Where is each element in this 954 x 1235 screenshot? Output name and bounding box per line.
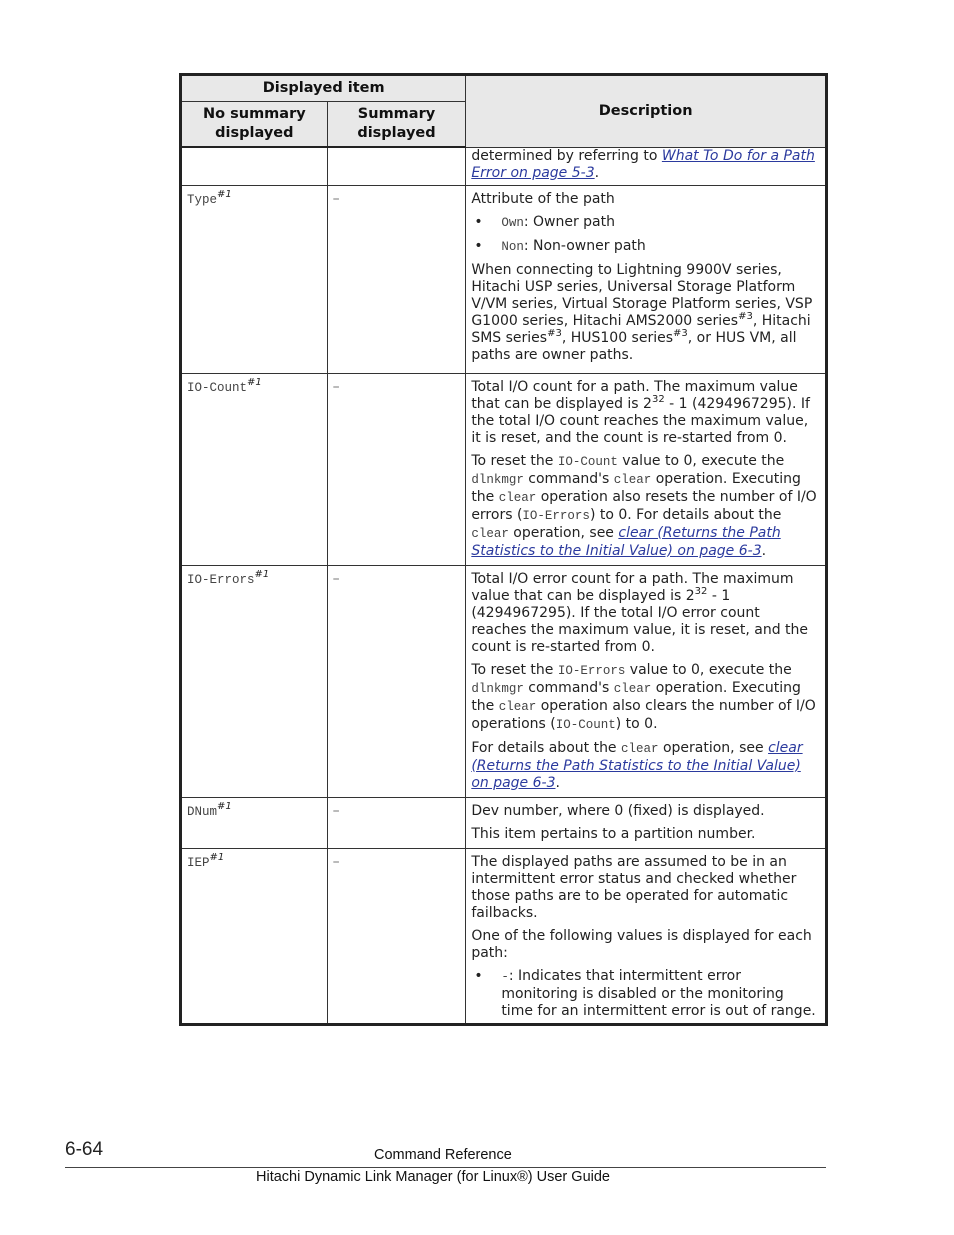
summary-value: –	[327, 565, 466, 797]
text-part: operation, see	[508, 524, 619, 541]
footer-divider	[65, 1167, 826, 1168]
text-part: .	[761, 542, 767, 559]
text-part: , Hitachi SMS series	[471, 312, 811, 346]
cell-empty	[181, 147, 328, 185]
text-part: value to 0, execute the	[625, 661, 792, 678]
table-row	[181, 185, 827, 373]
code-value: -	[501, 969, 509, 984]
period: .	[594, 164, 600, 181]
text-part: ) to 0. For details about the	[589, 506, 782, 523]
description-text	[471, 662, 819, 734]
text-part: Total I/O count for a path. The maximum value that can be displayed is 2	[471, 378, 798, 412]
item-name: IEP	[187, 855, 210, 870]
cell-description	[466, 147, 827, 185]
table-row	[181, 848, 827, 1024]
text-part: When connecting to Lightning 9900V series, Hitachi USP series, Universal Storage Platform V/VM series, Virtual Storage Platform series, VSP G1000 series, Hitachi AMS2000 series	[471, 261, 813, 329]
header-no-summary: No summary displayed	[181, 102, 328, 148]
text-part: , or HUS VM, all paths are owner paths.	[471, 329, 797, 363]
footnote-ref: #3	[547, 327, 562, 339]
description-text: This item pertains to a partition number.	[471, 825, 756, 842]
code-value: clear	[621, 741, 659, 756]
item-name: Type	[187, 192, 218, 207]
text-part: command's	[523, 470, 614, 487]
bullet-list	[471, 214, 819, 256]
description-text	[471, 740, 819, 792]
text-part: operation also clears the number of I/O operations (	[471, 697, 816, 732]
footer-section-title: Command Reference	[374, 1147, 512, 1163]
clear-operation-link[interactable]: clear (Returns the Path Statistics to the Initial Value) on page 6-3	[471, 739, 803, 791]
item-io-errors	[181, 565, 328, 797]
code-value: IO-Count	[555, 717, 616, 732]
cell-description	[466, 185, 827, 373]
text-part: , HUS100 series	[561, 329, 674, 346]
description-text	[471, 571, 819, 656]
header-summary: Summary displayed	[327, 102, 466, 148]
clear-operation-link[interactable]: clear (Returns the Path Statistics to the Initial Value) on page 6-3	[471, 524, 781, 559]
text-part: - 1 (4294967295). If the total I/O error count reaches the maximum value, it is reset, and the count is re-started from 0.	[471, 587, 809, 655]
bullet-text: : Owner path	[523, 213, 615, 230]
footnote-ref: #3	[738, 310, 753, 322]
code-value: dlnkmgr	[471, 472, 524, 487]
code-value: IO-Errors	[557, 663, 626, 678]
description-text: Attribute of the path	[471, 190, 615, 207]
text-part: .	[555, 774, 560, 791]
description-text: The displayed paths are assumed to be in an intermittent error status and checked whether those paths are to be operated for automatic failbacks.	[471, 853, 797, 921]
path-error-link[interactable]: What To Do for a Path Error on page 5-3	[471, 147, 815, 181]
item-name: IO-Count	[187, 380, 248, 395]
cell-description	[466, 797, 827, 848]
item-dnum	[181, 797, 328, 848]
description-text: Dev number, where 0 (fixed) is displayed.	[471, 802, 765, 819]
cell-description	[466, 373, 827, 565]
list-item	[471, 214, 819, 232]
table-row	[181, 373, 827, 565]
command-reference-table	[179, 73, 828, 1026]
footnote-ref: #1	[209, 851, 225, 863]
item-type	[181, 185, 328, 373]
cell-description	[466, 565, 827, 797]
continued-text: determined by referring to	[471, 147, 662, 164]
item-name: DNum	[187, 804, 218, 819]
description-text	[471, 379, 819, 447]
text-part: To reset the	[471, 452, 558, 469]
code-value: clear	[613, 681, 652, 696]
text-part: operation. Executing the	[471, 679, 801, 714]
text-part: For details about the	[471, 739, 621, 756]
summary-value: –	[327, 848, 466, 1024]
footnote-ref: #1	[247, 376, 262, 388]
text-part: To reset the	[471, 661, 558, 678]
code-value: IO-Count	[557, 454, 618, 469]
footer-guide-title: Hitachi Dynamic Link Manager (for Linux®) User Guide	[256, 1169, 610, 1185]
summary-value: –	[327, 185, 466, 373]
summary-value: –	[327, 797, 466, 848]
text-part: operation. Executing the	[471, 470, 801, 505]
footnote-ref: #3	[673, 327, 688, 339]
code-value: clear	[498, 699, 537, 714]
item-name: IO-Errors	[187, 572, 255, 587]
table-row	[181, 147, 827, 185]
footnote-ref: #1	[217, 800, 232, 812]
text-part: command's	[523, 679, 614, 696]
footnote-ref: #1	[254, 568, 270, 580]
text-part: operation, see	[658, 739, 769, 756]
text-part: Total I/O error count for a path. The maximum value that can be displayed is 2	[471, 570, 794, 604]
code-value: clear	[613, 472, 652, 487]
text-part: - 1 (4294967295). If the total I/O count reaches the maximum value, it is reset, and the count is re-started from 0.	[471, 395, 810, 446]
code-value: IO-Errors	[522, 508, 590, 523]
list-item	[471, 238, 819, 256]
text-part: value to 0, execute the	[617, 452, 785, 469]
code-value: Non	[501, 239, 524, 254]
code-value: Own	[501, 215, 524, 230]
code-value: clear	[498, 490, 537, 505]
header-description: Description	[466, 75, 827, 148]
bullet-list	[471, 968, 819, 1020]
item-iep	[181, 848, 328, 1024]
item-io-count	[181, 373, 328, 565]
cell-description	[466, 848, 827, 1024]
exponent: 32	[651, 393, 665, 405]
footnote-ref: #1	[217, 188, 232, 200]
description-text: One of the following values is displayed for each path:	[471, 927, 812, 961]
page-number: 6-64	[65, 1139, 104, 1160]
cell-empty	[327, 147, 466, 185]
header-displayed-item: Displayed item	[181, 75, 466, 102]
summary-value: –	[327, 373, 466, 565]
bullet-text: : Non-owner path	[523, 237, 646, 254]
table-row	[181, 565, 827, 797]
description-text	[471, 262, 819, 364]
code-value: clear	[471, 526, 509, 541]
list-item	[471, 968, 819, 1020]
description-text	[471, 453, 819, 560]
code-value: dlnkmgr	[471, 681, 524, 696]
bullet-text: : Indicates that intermittent error monitoring is disabled or the monitoring time for an intermittent error is out of range.	[501, 967, 816, 1019]
exponent: 32	[694, 585, 708, 597]
table-row	[181, 797, 827, 848]
text-part: ) to 0.	[615, 715, 658, 732]
text-part: operation also resets the number of I/O errors (	[471, 488, 817, 523]
